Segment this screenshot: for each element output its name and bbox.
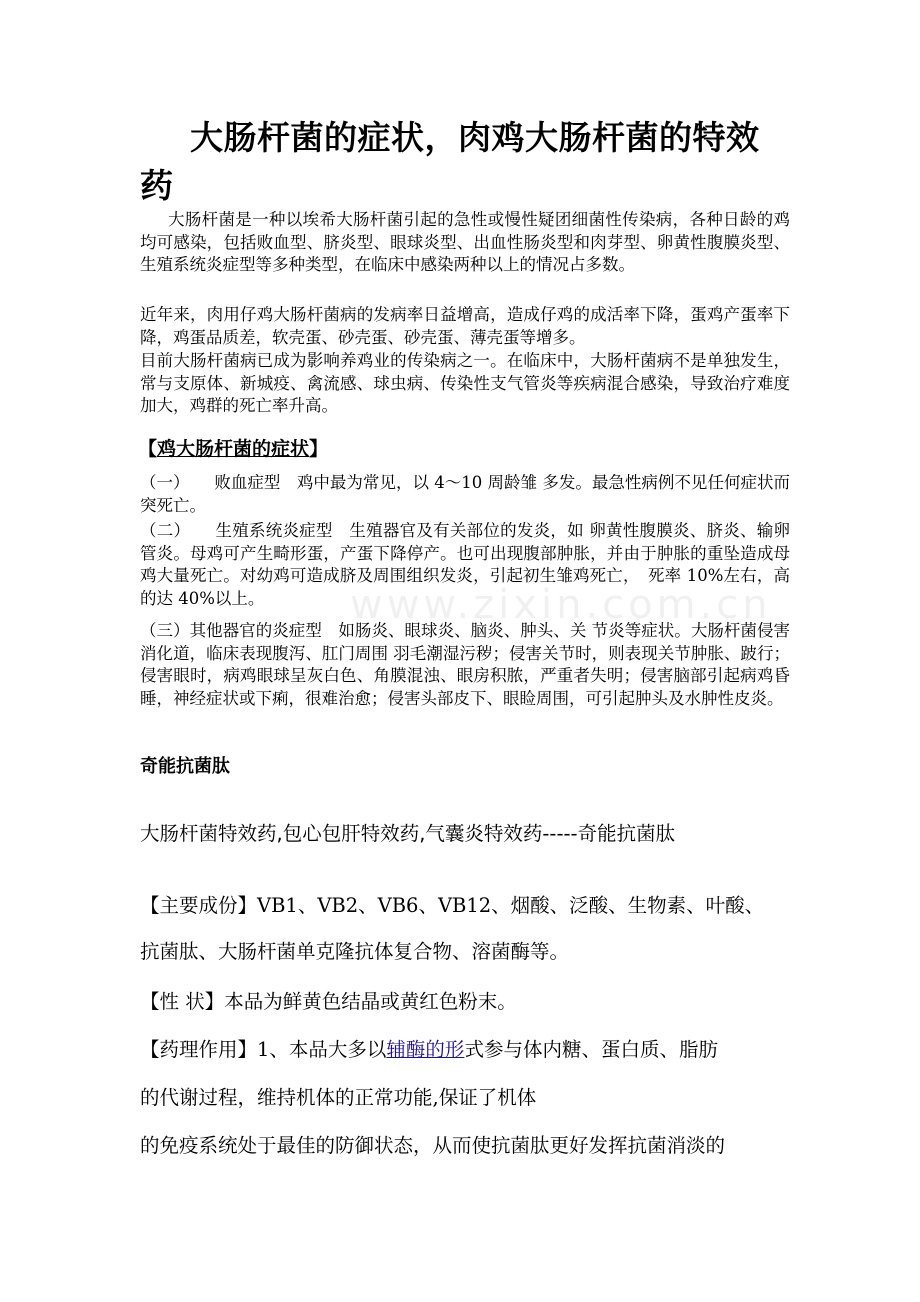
product-name-heading: 奇能抗菌肽 xyxy=(140,756,230,777)
intro-paragraph-2: 近年来，肉用仔鸡大肠杆菌病的发病率日益增高，造成仔鸡的成活率下降，蛋鸡产蛋率下降，鸡蛋品质差，软壳蛋、砂壳蛋、砂壳蛋、薄壳蛋等增多。 xyxy=(140,305,790,347)
pharmacology-line-3: 的免疫系统处于最佳的防御状态，从而使抗菌肽更好发挥抗菌消淡的 xyxy=(140,1134,726,1157)
pharmacology-line-1 xyxy=(140,1034,790,1062)
symptom-item-2: （二） 生殖系统炎症型 生殖器官及有关部位的发炎，如 卵黄性腹膜炎、脐炎、输卵管炎。母鸡可产生畸形蛋，产蛋下降停产。也可出现腹部肿胀，并由于肿胀的重坠造成母鸡大量死亡。对幼鸡可造成脐及周围组织发炎，引起初生雏鸡死亡， 死率 10%左右，高的达 40%以上。 xyxy=(140,521,790,608)
intro-paragraph-3: 目前大肠杆菌病已成为影响养鸡业的传染病之一。在临床中，大肠杆菌病不是单独发生，常与支原体、新城疫、禽流感、球虫病、传染性支气管炎等疾病混合感染，导致治疗难度加大，鸡群的死亡率升高。 xyxy=(140,351,790,415)
watermark: www.zixin.com.cn xyxy=(350,582,772,628)
symptom-item-3: （三）其他器官的炎症型 如肠炎、眼球炎、脑炎、肿头、关 节炎等症状。大肠杆菌侵害消化道，临床表现腹泻、肛门周围 羽毛潮湿污秽；侵害关节时，则表现关节肿胀、跛行；侵害眼时，病鸡眼球呈灰白色、角膜混浊、眼房积脓，严重者失明；侵害脑部引起病鸡昏睡，神经症状或下痢，很难治愈；侵害头部皮下、眼睑周围，可引起肿头及水肿性皮炎。 xyxy=(140,621,790,708)
ingredients-line-2: 抗菌肽、大肠杆菌单克隆抗体复合物、溶菌酶等。 xyxy=(140,940,570,963)
bracket-close: 】 xyxy=(309,438,329,460)
pharmacology-prefix: 【药理作用】1、本品大多以 xyxy=(140,1038,387,1061)
intro-paragraph-1: 大肠杆菌是一种以埃希大肠杆菌引起的急性或慢性疑团细菌性传染病，各种日龄的鸡均可感染，包括败血型、脐炎型、眼球炎型、出血性肠炎型和肉芽型、卵黄性腹膜炎型、生殖系统炎症型等多种类型，在临床中感染两种以上的情况占多数。 xyxy=(140,210,790,274)
pharmacology-line-2: 的代谢过程，维持机体的正常功能,保证了机体 xyxy=(140,1086,537,1109)
product-tagline: 大肠杆菌特效药,包心包肝特效药,气囊炎特效药-----奇能抗菌肽 xyxy=(140,822,676,845)
pharmacology-suffix: 式参与体内糖、蛋白质、脂肪 xyxy=(464,1038,718,1061)
ingredients-line-1: 【主要成份】VB1、VB2、VB6、VB12、烟酸、泛酸、生物素、叶酸、 xyxy=(140,894,765,917)
page-title-line1: 大肠杆菌的症状，肉鸡大肠杆菌的特效 xyxy=(190,118,760,157)
appearance-line: 【性 状】本品为鲜黄色结晶或黄红色粉末。 xyxy=(140,990,517,1013)
symptoms-heading xyxy=(138,434,328,461)
coenzyme-link[interactable]: 辅酶的形 xyxy=(386,1038,465,1061)
page-title-line2: 药 xyxy=(140,166,173,205)
bracket-open: 【 xyxy=(138,438,158,460)
symptom-item-1: （一） 败血症型 鸡中最为常见，以 4～10 周龄雏 多发。最急性病例不见任何症状而突死亡。 xyxy=(140,473,790,515)
symptoms-heading-text: 鸡大肠杆菌的症状 xyxy=(157,438,310,460)
